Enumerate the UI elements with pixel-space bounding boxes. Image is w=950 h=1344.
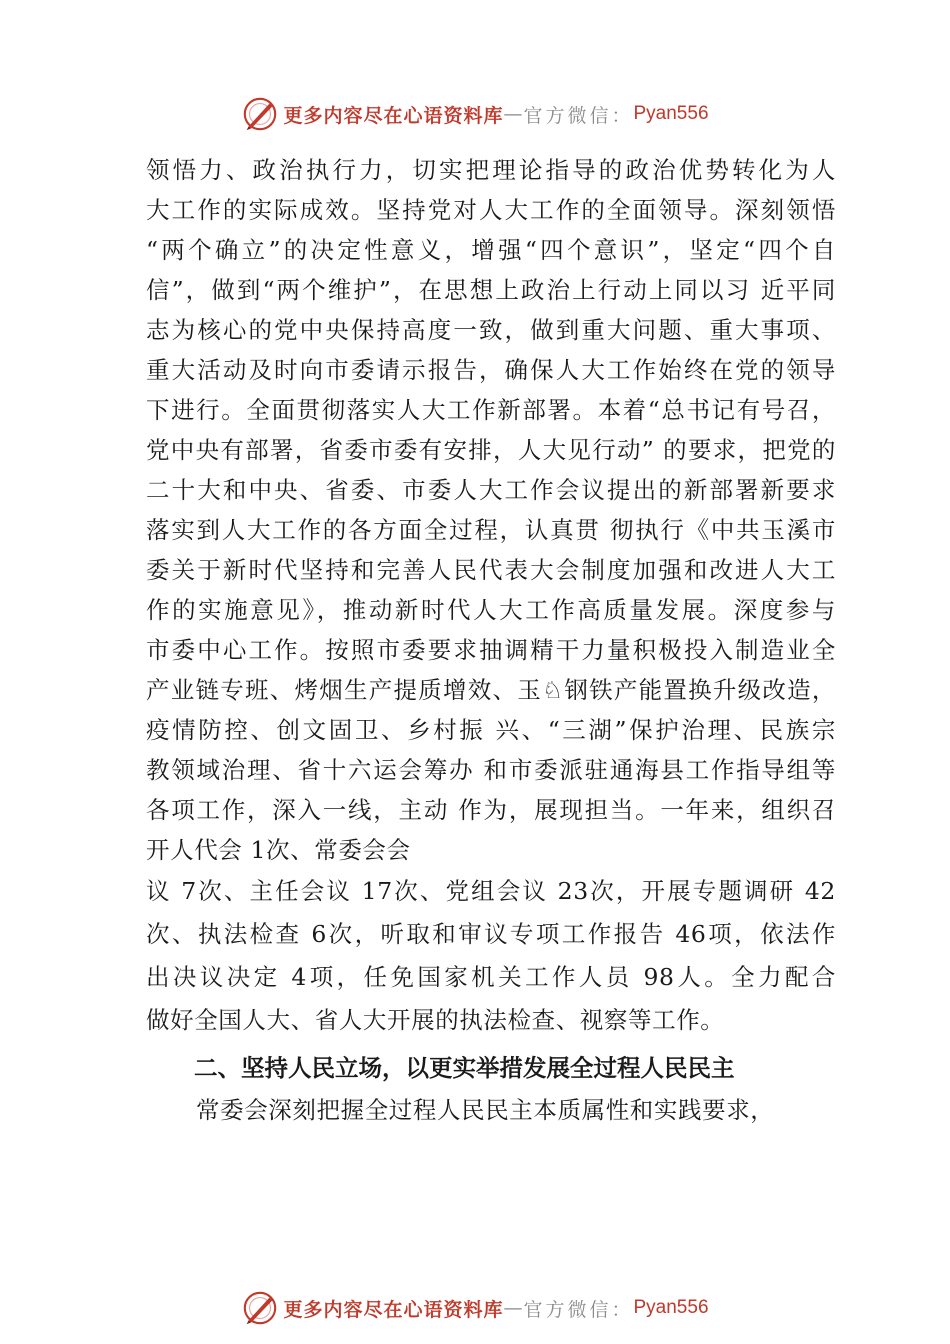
paragraph-line: 重大活动及时向市委请示报告，确保人大工作始终在党的领导 bbox=[146, 356, 836, 384]
paragraph-line: 开人代会 1次、常委会会 bbox=[146, 836, 411, 864]
paragraph-line: 教领域治理、省十六运会筹办 和市委派驻通海县工作指导组等 bbox=[146, 756, 836, 784]
paragraph-line: 各项工作，深入一线，主动 作为，展现担当。一年来，组织召 bbox=[146, 796, 836, 824]
banner-wechat-id: Pyan556 bbox=[633, 1297, 709, 1318]
pen-logo-icon bbox=[241, 95, 279, 133]
banner-official-label: 官方微信： bbox=[523, 104, 634, 127]
paragraph-line: 大工作的实际成效。坚持党对人大工作的全面领导。深刻领悟 bbox=[146, 196, 836, 224]
paragraph-line: 委关于新时代坚持和完善人民代表大会制度加强和改进人大工 bbox=[146, 556, 836, 584]
paragraph-line: 产业链专班、烤烟生产提质增效、玉♘钢铁产能置换升级改造， bbox=[146, 676, 836, 704]
banner-title: 更多内容尽在心语资料库 bbox=[283, 104, 504, 127]
paragraph-line: 作的实施意见》，推动新时代人大工作高质量发展。深度参与 bbox=[146, 596, 836, 624]
paragraph-line: 疫情防控、创文固卫、乡村振 兴、“三湖”保护治理、民族宗 bbox=[146, 716, 836, 744]
header-banner bbox=[0, 94, 950, 134]
paragraph-line: 常委会深刻把握全过程人民民主本质属性和实践要求， bbox=[196, 1096, 775, 1124]
paragraph-line: 议 7次、主任会议 17次、党组会议 23次，开展专题调研 42 bbox=[146, 877, 836, 905]
paragraph-line: 次、执法检查 6次，听取和审议专项工作报告 46项，依法作 bbox=[146, 920, 836, 948]
paragraph-line: 落实到人大工作的各方面全过程，认真贯 彻执行《中共玉溪市 bbox=[146, 516, 836, 544]
paragraph-line: 下进行。全面贯彻落实人大工作新部署。本着“总书记有号召， bbox=[146, 396, 836, 424]
paragraph-line: 领悟力、政治执行力，切实把理论指导的政治优势转化为人 bbox=[146, 156, 836, 184]
paragraph-line: 做好全国人大、省人大开展的执法检查、视察等工作。 bbox=[146, 1006, 725, 1034]
paragraph-line: 市委中心工作。按照市委要求抽调精干力量积极投入制造业全 bbox=[146, 636, 836, 664]
banner-separator: — bbox=[503, 1297, 524, 1319]
pen-logo-icon bbox=[241, 1289, 279, 1327]
paragraph-line: 出决议决定 4项，任免国家机关工作人员 98人。全力配合 bbox=[146, 963, 836, 991]
document-body bbox=[146, 150, 836, 1130]
paragraph-line: “两个确立”的决定性意义，增强“四个意识”，坚定“四个自 bbox=[146, 236, 836, 264]
paragraph-line: 信”，做到“两个维护”，在思想上政治上行动上同以习 近平同 bbox=[146, 276, 836, 304]
banner-title: 更多内容尽在心语资料库 bbox=[283, 1298, 504, 1321]
banner-wechat-id: Pyan556 bbox=[633, 103, 709, 124]
banner-separator: — bbox=[503, 103, 524, 125]
banner-official-label: 官方微信： bbox=[523, 1298, 634, 1321]
paragraph-line: 党中央有部署，省委市委有安排，人大见行动” 的要求，把党的 bbox=[146, 436, 836, 464]
paragraph-line: 志为核心的党中央保持高度一致，做到重大问题、重大事项、 bbox=[146, 316, 836, 344]
footer-banner bbox=[0, 1288, 950, 1328]
section-heading: 二、坚持人民立场，以更实举措发展全过程人民民主 bbox=[194, 1054, 735, 1082]
paragraph-line: 二十大和中央、省委、市委人大工作会议提出的新部署新要求 bbox=[146, 476, 836, 504]
